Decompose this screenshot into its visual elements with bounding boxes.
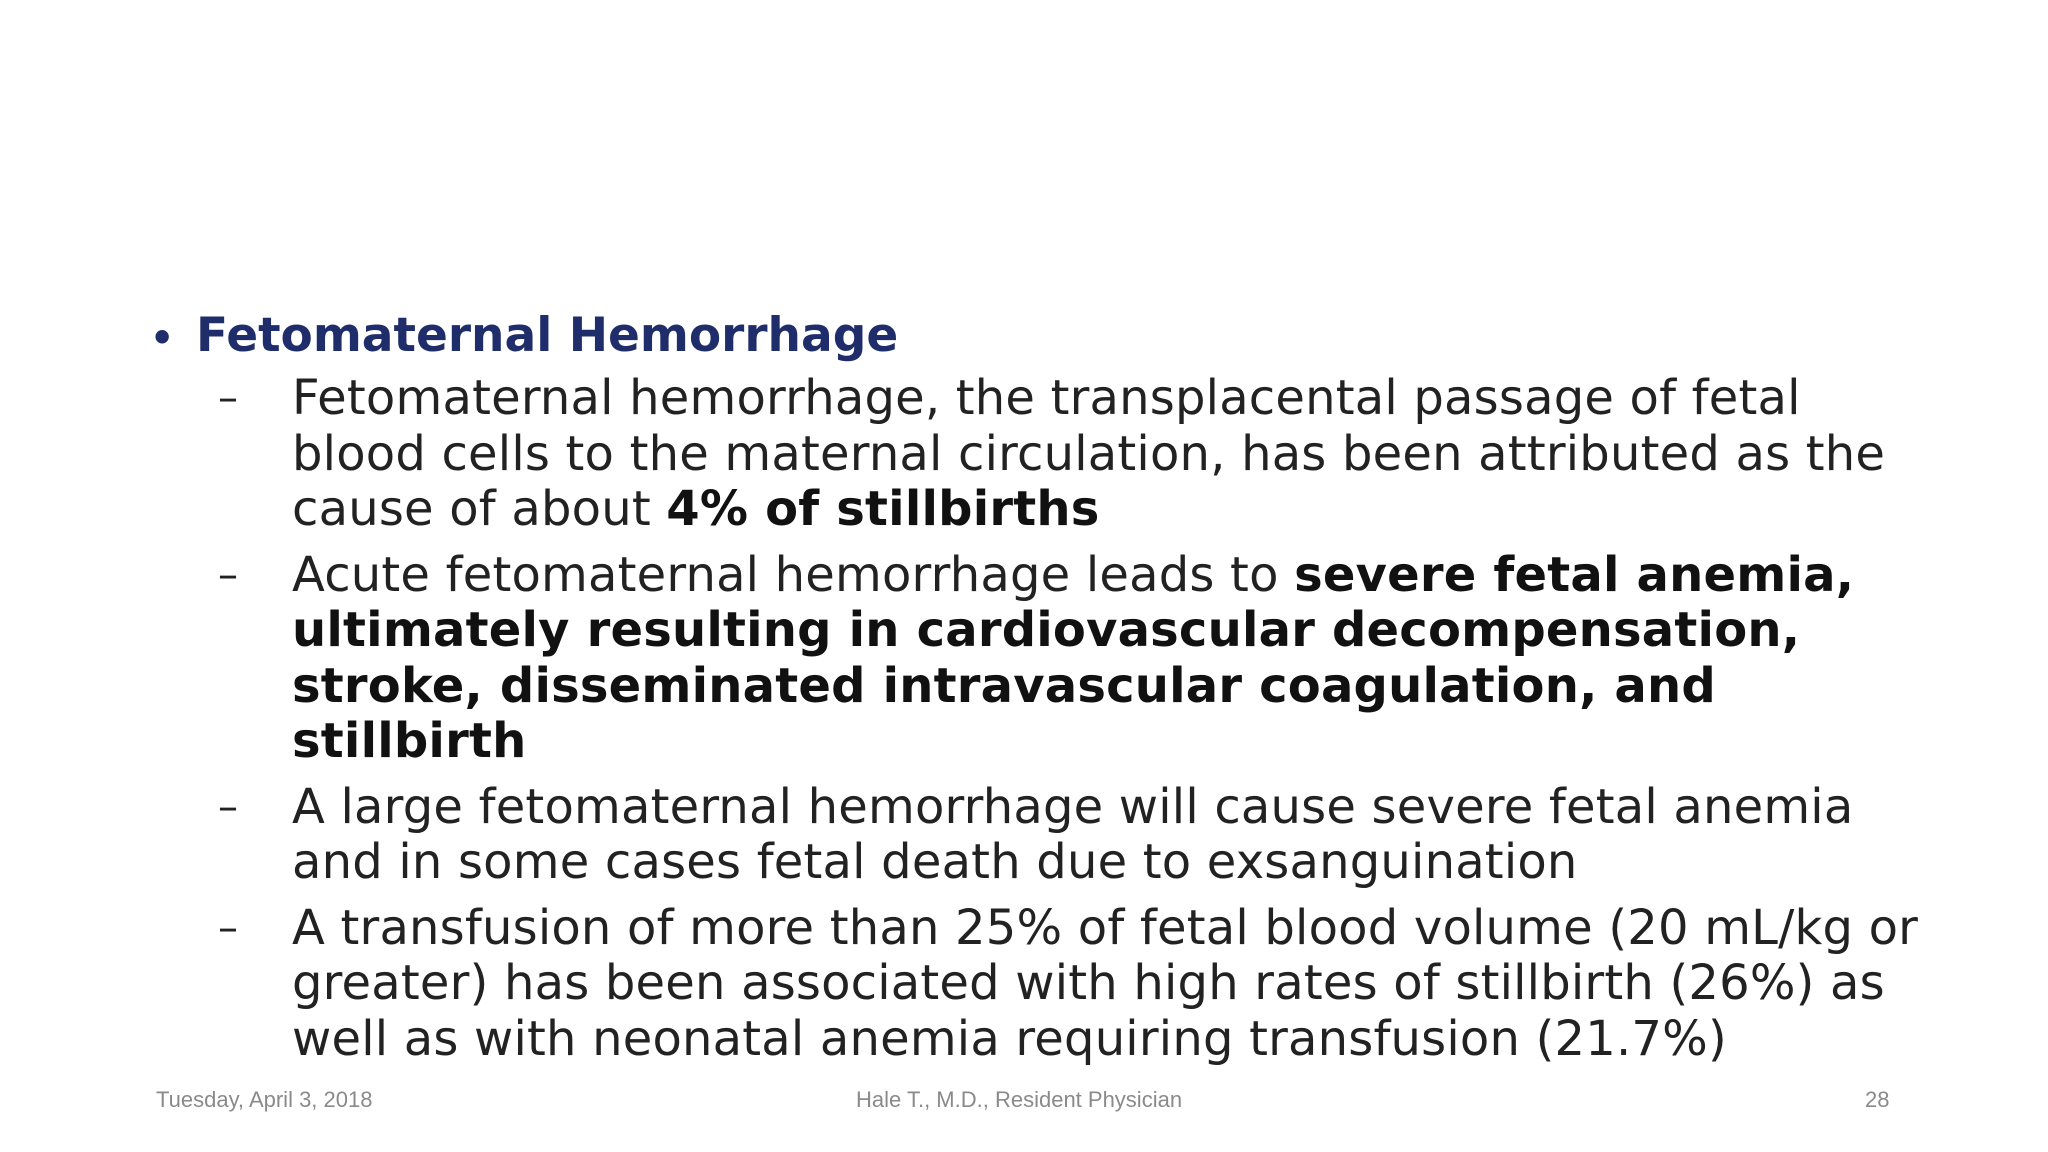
footer-date: Tuesday, April 3, 2018 <box>156 1087 373 1112</box>
sub-bullet-text-regular: Fetomaternal hemorrhage, the transplacental passage of fetal blood cells to the maternal circulation, has been attributed as the cause of about <box>292 370 1886 537</box>
dash-bullet-icon: – <box>218 375 239 421</box>
sub-bullet-text-emphasis: severe fetal anemia, ultimately resulting in cardiovascular decompensation, stroke, disseminated intravascular coagulation, and stillbirth <box>292 546 1855 769</box>
sub-bullet-text <box>292 371 1920 538</box>
bullet-dot-icon: • <box>150 316 175 360</box>
dash-bullet-icon: – <box>218 783 239 830</box>
sub-bullet-text-regular: Acute fetomaternal hemorrhage leads to <box>292 546 1295 603</box>
sub-bullet-text: A transfusion of more than 25% of fetal blood volume (20 mL/kg or greater) has been associated with high rates of stillbirth (26%) as well as with neonatal anemia requiring transfusion (21.7%) <box>292 899 1919 1067</box>
slide-content <box>150 305 1920 1067</box>
sub-bullet-text-emphasis: 4% of stillbirths <box>666 481 1100 537</box>
sub-bullet <box>150 548 1920 770</box>
footer-page-number: 28 <box>1865 1087 1890 1112</box>
main-bullet <box>150 305 1920 369</box>
sub-bullet <box>150 901 1920 1068</box>
sub-bullet-list <box>150 371 1920 1067</box>
dash-bullet-icon: – <box>218 904 239 951</box>
slide-heading: Fetomaternal Hemorrhage <box>196 308 899 363</box>
sub-bullet <box>150 780 1920 891</box>
footer-author: Hale T., M.D., Resident Physician <box>856 1087 1183 1112</box>
sub-bullet-text <box>292 548 1920 770</box>
sub-bullet <box>150 371 1920 538</box>
dash-bullet-icon: – <box>218 551 239 598</box>
sub-bullet-text: A large fetomaternal hemorrhage will cause severe fetal anemia and in some cases fetal death due to exsanguination <box>292 778 1854 890</box>
